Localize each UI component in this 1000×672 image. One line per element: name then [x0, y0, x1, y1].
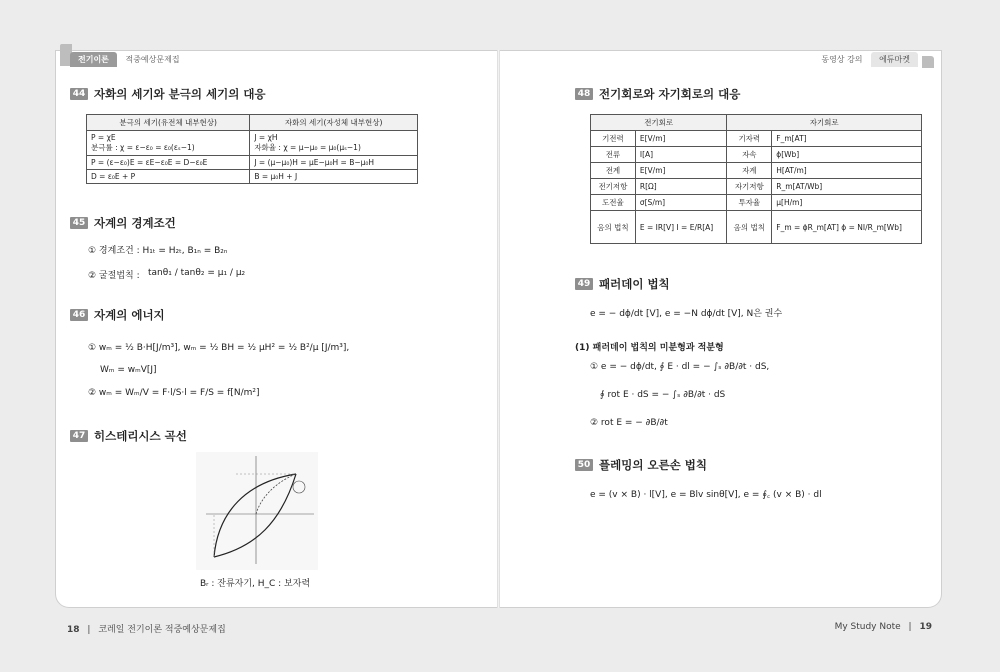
- circuit-analogy-table: [590, 114, 922, 244]
- table-cell: D = ε₀E + P: [87, 170, 250, 184]
- header-left: [70, 52, 180, 68]
- faraday-integral-form: ∮ rot E · dS = − ∫ₛ ∂B/∂t · dS: [600, 390, 726, 400]
- hysteresis-curve-figure: [196, 452, 318, 570]
- page-number: 19: [919, 622, 932, 632]
- table-header: 자화의 세기(자성체 내부현상): [250, 115, 418, 131]
- faraday-subheading: (1) 패러데이 법칙의 미분형과 적분형: [575, 343, 724, 353]
- page-number: 18: [67, 625, 80, 635]
- section-number: 44: [70, 88, 88, 100]
- book-spine: [497, 50, 500, 608]
- faraday-law-formula: e = − dϕ/dt [V], e = −N dϕ/dt [V], N은 권수: [590, 309, 783, 319]
- right-page-tab: [922, 56, 934, 68]
- faraday-curl-form: ② rot E = − ∂B/∂t: [590, 418, 668, 428]
- force-formula: ② wₘ = Wₘ/V = F·l/S·l = F/S = f[N/m²]: [88, 388, 260, 398]
- section-number: 50: [575, 459, 593, 471]
- table-header: 분극의 세기(유전체 내부현상): [87, 115, 250, 131]
- table-row: 전계 E[V/m] 자계 H[AT/m]: [591, 163, 922, 179]
- table-cell: B = μ₀H + J: [250, 170, 418, 184]
- footer-right: My Study Note | 19: [834, 622, 932, 632]
- section-title: 자계의 에너지: [94, 308, 165, 322]
- section-title: 플레밍의 오른손 법칙: [599, 458, 707, 472]
- section-48-heading: [575, 86, 740, 102]
- footer-left: 18 | 코레일 전기이론 적중예상문제집: [67, 625, 226, 635]
- book-title: 코레일 전기이론 적중예상문제집: [98, 625, 226, 635]
- table-row: 기전력 E[V/m] 기자력 F_m[AT]: [591, 131, 922, 147]
- table-row: 도전율 σ[S/m] 투자율 μ[H/m]: [591, 195, 922, 211]
- section-50-heading: [575, 457, 707, 473]
- hysteresis-caption: Bᵣ : 잔류자기, H_C : 보자력: [200, 579, 311, 589]
- refraction-law-label: ② 굴절법칙 :: [88, 271, 140, 281]
- table-row: 전류 I[A] 자속 ϕ[Wb]: [591, 147, 922, 163]
- energy-density-formula: ① wₘ = ½ B·H[J/m³], wₘ = ½ BH = ½ μH² = ½ B²/μ [J/m³],: [88, 343, 350, 353]
- section-number: 47: [70, 430, 88, 442]
- section-47-heading: [70, 428, 187, 444]
- faraday-differential-form: ① e = − dϕ/dt, ∮ E · dl = − ∫ₛ ∂B/∂t · dS,: [590, 362, 770, 372]
- section-title: 자계의 경계조건: [94, 216, 176, 230]
- section-number: 48: [575, 88, 593, 100]
- table-cell: P = (ε−ε₀)E = εE−ε₀E = D−ε₀E: [87, 156, 250, 170]
- table-header: 전기회로: [591, 115, 727, 131]
- header-tag: 전기이론: [70, 52, 117, 67]
- section-number: 45: [70, 217, 88, 229]
- table-cell: J = χH 자화율 : χ = μ−μ₀ = μ₀(μₛ−1): [250, 131, 418, 156]
- study-note-label: My Study Note: [834, 622, 901, 632]
- section-title: 히스테리시스 곡선: [94, 429, 187, 443]
- table-cell: J = (μ−μ₀)H = μE−μ₀H = B−μ₀H: [250, 156, 418, 170]
- header-brand: 에듀마켓: [871, 52, 918, 67]
- section-49-heading: [575, 276, 670, 292]
- table-row: 전기저항 R[Ω] 자기저항 R_m[AT/Wb]: [591, 179, 922, 195]
- section-44-heading: [70, 86, 266, 102]
- boundary-condition: ① 경계조건 : H₁ₜ = H₂ₜ, B₁ₙ = B₂ₙ: [88, 246, 228, 256]
- section-number: 49: [575, 278, 593, 290]
- section-46-heading: [70, 307, 165, 323]
- header-right: [821, 52, 918, 68]
- section-title: 패러데이 법칙: [599, 277, 670, 291]
- refraction-law-formula: tanθ₁ / tanθ₂ = μ₁ / μ₂: [148, 268, 246, 278]
- polarization-magnetization-table: [86, 114, 418, 184]
- table-header: 자기회로: [727, 115, 922, 131]
- section-title: 전기회로와 자기회로의 대응: [599, 87, 741, 101]
- table-row: 옴의 법칙 E = IR[V] I = E/R[A] 옴의 법칙 F_m = ϕR_m[AT] ϕ = NI/R_m[Wb]: [591, 211, 922, 244]
- table-cell: P = χE 분극률 : χ = ε−ε₀ = ε₀(εₛ−1): [87, 131, 250, 156]
- energy-formula: Wₘ = wₘV[J]: [100, 365, 157, 375]
- right-hand-rule-formula: e = (v × B) · l[V], e = Blv sinθ[V], e = ∮꜀ (v × B) · dl: [590, 490, 822, 500]
- section-45-heading: [70, 215, 176, 231]
- section-number: 46: [70, 309, 88, 321]
- header-title: 적중예상문제집: [125, 55, 180, 64]
- header-lecture: 동영상 강의: [821, 55, 863, 64]
- section-title: 자화의 세기와 분극의 세기의 대응: [94, 87, 266, 101]
